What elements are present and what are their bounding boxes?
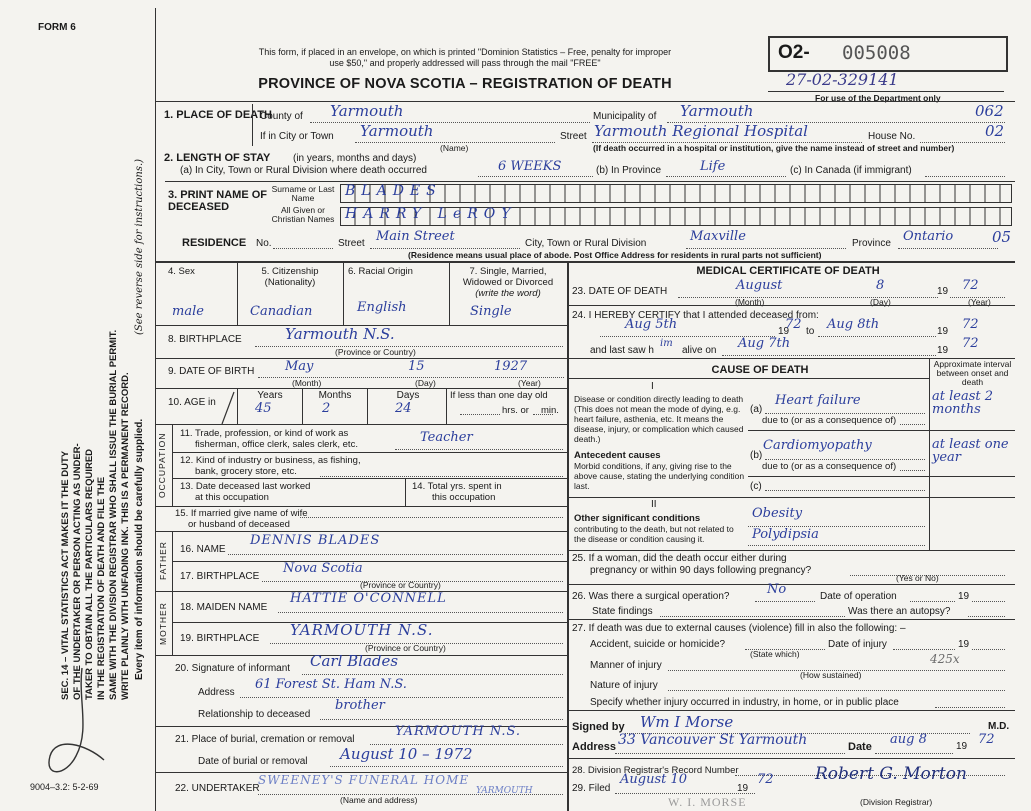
notice-line-2: use $50," and properly addressed will pass through the mail "FREE" bbox=[329, 58, 601, 68]
margin-scribble bbox=[20, 660, 130, 790]
relationship-label: Relationship to deceased bbox=[198, 709, 311, 720]
residence-note: (Residence means usual place of abode. Post Office Address for residents in rural parts not sufficient) bbox=[408, 250, 822, 260]
margin-law-3: TAKER TO OBTAIN ALL THE PARTICULARS REQUIRED bbox=[84, 448, 95, 700]
wife-line2: or husband of deceased bbox=[188, 519, 290, 530]
q25-line2: pregnancy or within 90 days following pregnancy? bbox=[590, 565, 812, 576]
dob-day-value: 15 bbox=[408, 359, 425, 374]
maiden-name-value: HATTIE O'CONNELL bbox=[290, 591, 447, 606]
dob-year-caption: (Year) bbox=[518, 378, 541, 388]
date-of-injury-label: Date of injury bbox=[828, 639, 887, 650]
house-no-label: House No. bbox=[868, 131, 916, 142]
occ13-line2: at this occupation bbox=[195, 492, 269, 503]
birthplace-value: Yarmouth N.S. bbox=[285, 325, 395, 343]
attend-from-year-prefix: 19 bbox=[778, 326, 790, 337]
last-saw-pronoun: im bbox=[660, 338, 673, 349]
municipality-label: Municipality of bbox=[593, 111, 657, 122]
sex-value: male bbox=[172, 304, 204, 319]
stay-province-value: Life bbox=[700, 159, 726, 174]
physician-address-label: Address bbox=[572, 741, 617, 753]
less-than-day-label: If less than one day old bbox=[450, 390, 548, 401]
specify-label: Specify whether injury occurred in industry, in home, or in public place bbox=[590, 697, 899, 708]
nature-label: Nature of injury bbox=[590, 680, 658, 691]
municipality-code: 062 bbox=[975, 102, 1004, 120]
cause-b-value: Cardiomyopathy bbox=[763, 438, 872, 453]
interval-b-value: at least one year bbox=[932, 437, 1009, 465]
dob-day-caption: (Day) bbox=[415, 378, 436, 388]
physician-address-value: 33 Vancouver St Yarmouth bbox=[618, 732, 808, 748]
burial-date-label: Date of burial or removal bbox=[198, 756, 308, 767]
external-causes-label: 27. If death was due to external causes (violence) fill in also the following: – bbox=[572, 623, 906, 634]
death-year-value: 72 bbox=[962, 278, 979, 293]
mother-birthplace-caption: (Province or Country) bbox=[365, 643, 446, 653]
print-name-label: 3. PRINT NAME OF DECEASED bbox=[168, 189, 268, 213]
occ14-line1: 14. Total yrs. spent in bbox=[412, 481, 502, 492]
length-sub: (in years, months and days) bbox=[293, 153, 417, 164]
margin-law-1: SEC. 14 – VITAL STATISTICS ACT MAKES IT THE DUTY bbox=[60, 450, 71, 700]
residence-code: 05 bbox=[992, 228, 1012, 246]
maiden-name-label: 18. MAIDEN NAME bbox=[180, 602, 268, 613]
undertaker-label: 22. UNDERTAKER bbox=[175, 783, 260, 794]
attend-from-year: 72 bbox=[785, 317, 802, 332]
name-caption: (Name) bbox=[440, 143, 469, 153]
dob-year-value: 1927 bbox=[494, 359, 528, 374]
accident-label: Accident, suicide or homicide? bbox=[590, 639, 726, 650]
margin-law-4: IN THE REGISTRATION OF DEATH AND FILE THE bbox=[96, 476, 107, 700]
burial-date-value: August 10 – 1972 bbox=[340, 745, 473, 763]
death-day-caption: (Day) bbox=[870, 297, 891, 307]
interval-a-value: at least 2 months bbox=[932, 389, 994, 417]
last-saw-label: and last saw h bbox=[590, 345, 654, 356]
certify-label: 24. I HEREBY CERTIFY that I attended deceased from: bbox=[572, 310, 819, 321]
margin-every-item: Every item of information should be carefully supplied. bbox=[134, 418, 145, 680]
medical-certificate-header: MEDICAL CERTIFICATE OF DEATH bbox=[696, 265, 880, 277]
age-months-label: Months bbox=[318, 390, 352, 401]
undertaker-address-value: YARMOUTH bbox=[476, 786, 533, 796]
municipality-value: Yarmouth bbox=[680, 102, 754, 120]
burial-place-value: YARMOUTH N.S. bbox=[395, 724, 522, 739]
roman-two: II bbox=[651, 499, 657, 510]
death-day-value: 8 bbox=[876, 278, 885, 293]
attend-from-value: Aug 5th bbox=[625, 317, 678, 332]
dob-label: 9. DATE OF BIRTH bbox=[168, 366, 255, 377]
father-birthplace-caption: (Province or Country) bbox=[360, 580, 441, 590]
length-a-label: (a) In City, Town or Rural Division where death occurred bbox=[180, 165, 427, 176]
footer-code: 9004–3.2: 5-2-69 bbox=[30, 782, 99, 792]
age-label: 10. AGE in bbox=[168, 397, 216, 408]
cause-c-label: (c) bbox=[750, 481, 762, 492]
citizenship-label: 5. Citizenship (Nationality) bbox=[261, 266, 319, 288]
q25-line1: 25. If a woman, did the death occur either during bbox=[572, 553, 787, 564]
dob-month-caption: (Month) bbox=[292, 378, 322, 388]
death-month-caption: (Month) bbox=[735, 297, 765, 307]
roman-one: I bbox=[651, 381, 654, 392]
wife-line1: 15. If married give name of wife bbox=[175, 508, 308, 519]
occ11-line1: 11. Trade, profession, or kind of work as bbox=[180, 428, 349, 439]
operation-year-prefix: 19 bbox=[958, 591, 970, 602]
city-value: Yarmouth bbox=[360, 122, 434, 140]
informant-signature-value: Carl Blades bbox=[310, 652, 399, 670]
residence-city-label: City, Town or Rural Division bbox=[525, 238, 647, 249]
death-year-prefix: 19 bbox=[937, 286, 949, 297]
date-of-death-label: 23. DATE OF DEATH bbox=[572, 286, 668, 297]
father-birthplace-label: 17. BIRTHPLACE bbox=[180, 571, 260, 582]
street-value: Yarmouth Regional Hospital bbox=[594, 122, 808, 140]
attend-to-year: 72 bbox=[962, 317, 979, 332]
division-registrar-caption: (Division Registrar) bbox=[860, 797, 933, 807]
surname-label: Surname or Last Name bbox=[271, 184, 335, 203]
residence-province-value: Ontario bbox=[903, 229, 954, 244]
manner-label: Manner of injury bbox=[590, 660, 662, 671]
undertaker-caption: (Name and address) bbox=[340, 795, 418, 805]
filed-date-value: August 10 bbox=[620, 772, 688, 787]
occ14-line2: this occupation bbox=[432, 492, 496, 503]
length-c-label: (c) In Canada (if immigrant) bbox=[790, 165, 912, 176]
residence-no-label: No. bbox=[256, 238, 272, 249]
occ13-line1: 13. Date deceased last worked bbox=[180, 481, 311, 492]
cert-date-value: aug 8 bbox=[890, 732, 927, 747]
informant-address-label: Address bbox=[198, 687, 235, 698]
age-brace bbox=[218, 390, 238, 426]
state-which-caption: (State which) bbox=[750, 649, 800, 659]
margin-law-5: SAME WITH THE DIVISION REGISTRAR WHO SHALL ISSUE THE BURIAL PERMIT. bbox=[108, 329, 119, 700]
cert-date-label: Date bbox=[848, 741, 872, 753]
md-label: M.D. bbox=[988, 721, 1010, 732]
occ12-line1: 12. Kind of industry or business, as fishing, bbox=[180, 455, 361, 466]
city-label: If in City or Town bbox=[260, 131, 334, 142]
place-of-death-label: 1. PLACE OF DEATH bbox=[164, 109, 272, 121]
sex-label: 4. Sex bbox=[168, 266, 195, 277]
age-days-value: 24 bbox=[395, 401, 412, 416]
age-months-value: 2 bbox=[322, 401, 331, 416]
marital-value: Single bbox=[470, 304, 512, 319]
due-to-label-1: due to (or as a consequence of) bbox=[762, 415, 897, 426]
length-of-stay-label: 2. LENGTH OF STAY bbox=[164, 152, 271, 164]
death-year-caption: (Year) bbox=[968, 297, 991, 307]
registration-prefix: O2- bbox=[778, 42, 810, 63]
margin-reverse: (See reverse side for instructions.) bbox=[134, 158, 145, 335]
occ12-line2: bank, grocery store, etc. bbox=[195, 466, 297, 477]
surgery-value: No bbox=[767, 582, 787, 597]
margin-law-6: WRITE PLAINLY WITH UNFADING INK. THIS IS A PERMANENT RECORD. bbox=[120, 372, 131, 700]
residence-street-value: Main Street bbox=[376, 229, 455, 244]
occupation-side-label: OCCUPATION bbox=[157, 432, 167, 498]
cert-year-value: 72 bbox=[978, 732, 995, 747]
father-name-value: DENNIS BLADES bbox=[250, 533, 381, 548]
street-label: Street bbox=[560, 131, 587, 142]
surgery-label: 26. Was there a surgical operation? bbox=[572, 591, 730, 602]
burial-place-label: 21. Place of burial, cremation or removal bbox=[175, 734, 355, 745]
racial-label: 6. Racial Origin bbox=[348, 266, 413, 277]
hospital-note: (If death occurred in a hospital or institution, give the name instead of street and number) bbox=[593, 143, 955, 153]
house-no-value: 02 bbox=[985, 122, 1005, 140]
given-label: All Given or Christian Names bbox=[271, 205, 335, 224]
state-findings-label: State findings bbox=[592, 606, 653, 617]
last-seen-value: Aug 7th bbox=[738, 336, 791, 351]
attend-to-value: Aug 8th bbox=[827, 317, 880, 332]
father-side-label: FATHER bbox=[158, 541, 168, 580]
birthplace-caption: (Province or Country) bbox=[335, 347, 416, 357]
cert-year-prefix: 19 bbox=[956, 741, 968, 752]
signed-by-label: Signed by bbox=[572, 721, 625, 733]
hrs-label: hrs. or bbox=[502, 405, 529, 416]
other-condition-1: Obesity bbox=[752, 506, 803, 521]
residence-street-label: Street bbox=[338, 238, 365, 249]
attend-to-label: to bbox=[806, 326, 815, 337]
cause-b-label: (b) bbox=[750, 450, 763, 461]
residence-city-value: Maxville bbox=[690, 229, 746, 244]
age-days-label: Days bbox=[396, 390, 420, 401]
other-condition-2: Polydipsia bbox=[752, 527, 819, 542]
form-title: PROVINCE OF NOVA SCOTIA – REGISTRATION OF DEATH bbox=[258, 76, 672, 92]
filed-label: 29. Filed bbox=[572, 783, 611, 794]
marital-sub: (write the word) bbox=[475, 288, 541, 299]
form-number: FORM 6 bbox=[38, 22, 76, 33]
dob-month-value: May bbox=[285, 359, 314, 374]
death-month-value: August bbox=[736, 278, 783, 293]
interval-label: Approximate interval between onset and death bbox=[933, 359, 1012, 387]
father-name-label: 16. NAME bbox=[180, 544, 226, 555]
margin-law-2: OF THE UNDERTAKER OR PERSON ACTING AS UNDER- bbox=[72, 443, 83, 700]
filed-year-value: 72 bbox=[757, 772, 774, 787]
antecedent-label: Antecedent causes bbox=[574, 450, 661, 461]
citizenship-value: Canadian bbox=[250, 304, 313, 319]
mother-birthplace-label: 19. BIRTHPLACE bbox=[180, 633, 260, 644]
notice-line-1: This form, if placed in an envelope, on which is printed "Dominion Statistics – Free, penalty for improper bbox=[258, 47, 672, 57]
county-value: Yarmouth bbox=[330, 102, 404, 120]
given-value: HARRY LeROY bbox=[345, 206, 517, 222]
father-birthplace-value: Nova Scotia bbox=[283, 561, 363, 576]
racial-value: English bbox=[357, 300, 407, 315]
residence-label: RESIDENCE bbox=[182, 237, 247, 249]
last-seen-year-prefix: 19 bbox=[937, 345, 949, 356]
yes-no-caption: (Yes or No) bbox=[896, 573, 939, 583]
alive-on-label: alive on bbox=[682, 345, 717, 356]
mother-side-label: MOTHER bbox=[158, 602, 168, 645]
autopsy-label: Was there an autopsy? bbox=[848, 606, 951, 617]
cause-a-value: Heart failure bbox=[775, 393, 861, 408]
relationship-value: brother bbox=[335, 698, 385, 713]
other-conditions-sub: contributing to the death, but not related to the disease or condition causing it. bbox=[574, 524, 734, 544]
antecedent-sub: Morbid conditions, if any, giving rise to the above cause, stating the underlying condition last. bbox=[574, 461, 745, 491]
residence-province-label: Province bbox=[852, 238, 891, 249]
registration-number: 005008 bbox=[842, 42, 911, 64]
min-label: min. bbox=[541, 405, 559, 416]
age-years-label: Years bbox=[257, 390, 283, 401]
cause-header: CAUSE OF DEATH bbox=[711, 364, 809, 376]
informant-address-value: 61 Forest St. Ham N.S. bbox=[255, 677, 407, 692]
registrar-signature: Robert G. Morton bbox=[815, 764, 967, 784]
length-b-label: (b) In Province bbox=[596, 165, 662, 176]
cause-a-label: (a) bbox=[750, 404, 763, 415]
how-sustained-caption: (How sustained) bbox=[800, 670, 862, 680]
other-conditions-label: Other significant conditions bbox=[574, 513, 701, 524]
dept-use-label: For use of the Department only bbox=[815, 93, 941, 103]
injury-year-prefix: 19 bbox=[958, 639, 970, 650]
last-seen-year: 72 bbox=[962, 336, 979, 351]
misc-code: 425x bbox=[930, 652, 960, 666]
disease-label: Disease or condition directly leading to death (This does not mean the mode of dying, e.g. heart failure, asthenia, etc. It means the disease, injury, or complication which caused death.) bbox=[574, 394, 744, 444]
stay-city-value: 6 WEEKS bbox=[498, 159, 562, 174]
physician-signature: Wm I Morse bbox=[640, 713, 734, 731]
age-years-value: 45 bbox=[255, 401, 272, 416]
registration-handwritten: 27-02-329141 bbox=[786, 70, 899, 89]
occupation-value: Teacher bbox=[420, 430, 473, 445]
marital-label: 7. Single, Married, Widowed or Divorced bbox=[462, 266, 554, 288]
birthplace-label: 8. BIRTHPLACE bbox=[168, 334, 242, 345]
mother-birthplace-value: YARMOUTH N.S. bbox=[290, 621, 434, 639]
occ11-line2: fisherman, office clerk, sales clerk, etc. bbox=[195, 439, 358, 450]
physician-stamp: W. I. MORSE bbox=[668, 795, 747, 809]
date-of-operation-label: Date of operation bbox=[820, 591, 897, 602]
surname-value: BLADES bbox=[345, 183, 442, 199]
filed-year-prefix: 19 bbox=[737, 783, 749, 794]
informant-signature-label: 20. Signature of informant bbox=[175, 663, 291, 674]
due-to-label-2: due to (or as a consequence of) bbox=[762, 461, 897, 472]
record-number-label: 28. Division Registrar's Record Number bbox=[572, 765, 739, 776]
county-label: County of bbox=[260, 111, 303, 122]
undertaker-value: SWEENEY'S FUNERAL HOME bbox=[258, 773, 470, 787]
attend-to-year-prefix: 19 bbox=[937, 326, 949, 337]
